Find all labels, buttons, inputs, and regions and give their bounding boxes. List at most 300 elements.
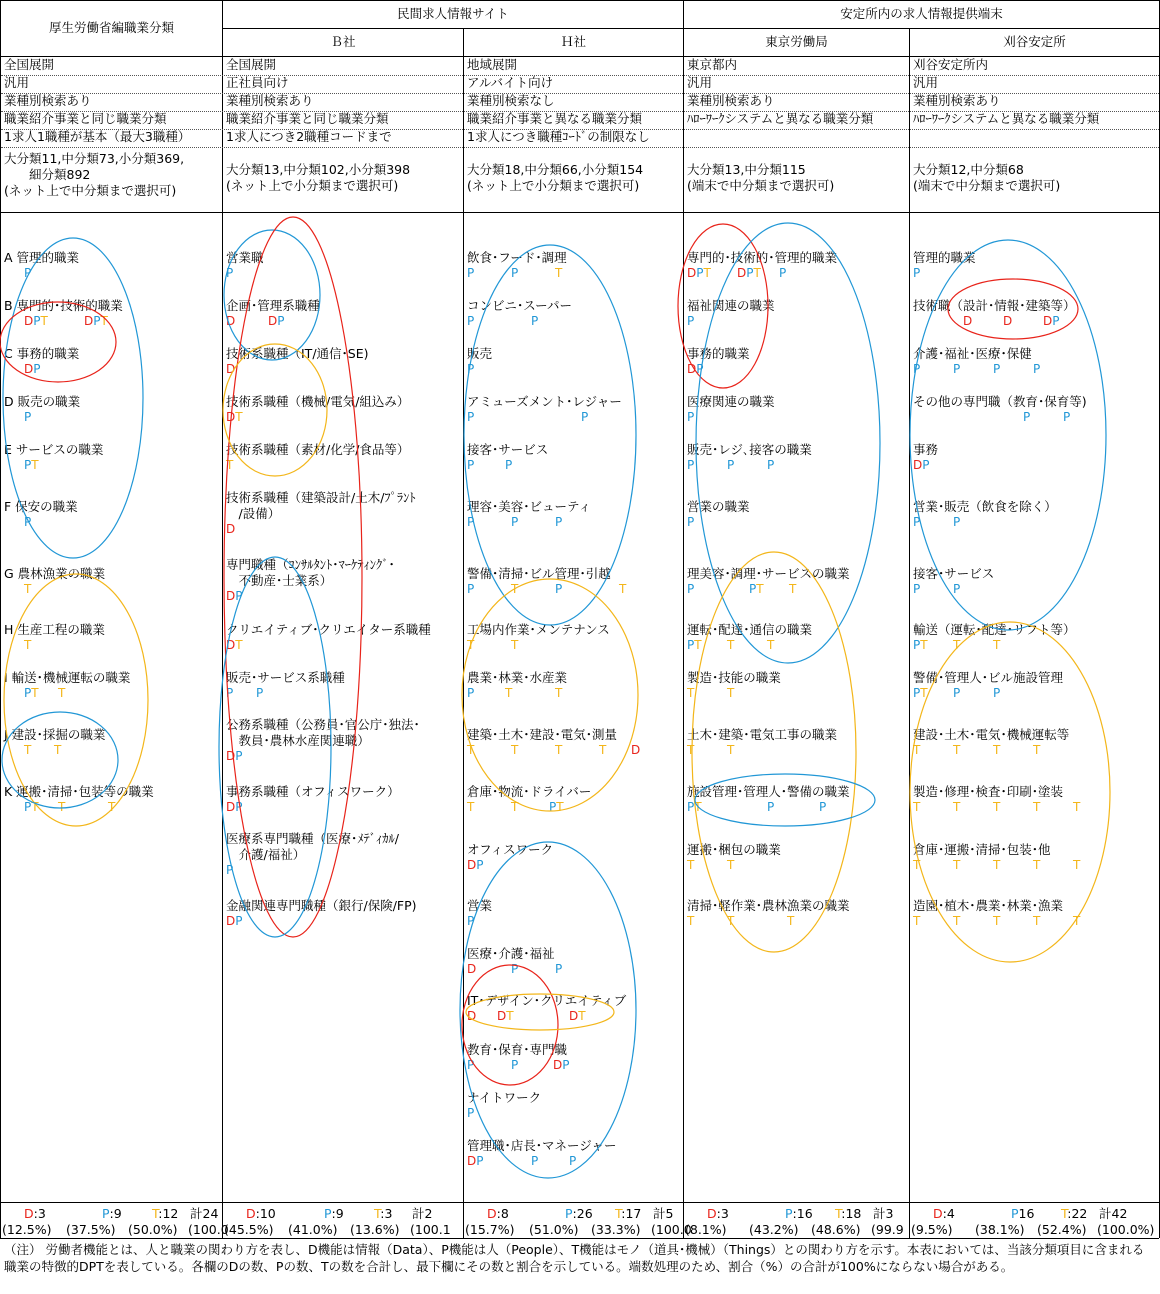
occupation-company-h-15: IT･デザイン･クリエイティブ — [467, 993, 627, 1008]
attr-industry-search-kariya: 業種別検索あり — [913, 93, 1001, 108]
dpt-code-tokyo-9-1: T — [687, 686, 695, 700]
occupation-kariya-2: 技術職（設計･情報･建築等） — [913, 298, 1076, 313]
occupation-tokyo-8: 運転･配達･通信の職業 — [687, 622, 813, 637]
dpt-code-company-h-16-1: P — [467, 1058, 475, 1072]
occupation-mhlw-2: B 専門的･技術的職業 — [4, 298, 123, 313]
dpt-code-company-h-5-2: P — [505, 458, 513, 472]
occupation-company-b-2: 企画･管理系職種 — [226, 298, 320, 313]
dpt-code-company-h-14-1: D — [467, 962, 477, 976]
dpt-code-company-h-2-1: P — [467, 314, 475, 328]
dpt-code-kariya-13-5: T — [1073, 914, 1081, 928]
dpt-code-tokyo-4-1: P — [687, 410, 695, 424]
dpt-code-kariya-11-4: T — [1033, 800, 1041, 814]
dpt-code-kariya-10-2: T — [953, 743, 961, 757]
classification-count-kariya: 大分類12,中分類68 — [913, 162, 1024, 177]
classification-count-mhlw: 大分類11,中分類73,小分類369, — [4, 151, 185, 166]
occupation-kariya-7: 接客･サービス — [913, 566, 995, 581]
total-pct-pd-kariya: (9.5%) — [911, 1222, 953, 1237]
header-kariya-office: 刈谷安定所 — [1003, 34, 1066, 49]
dpt-code-company-b-9-2: P — [256, 686, 264, 700]
dpt-code-company-h-7-2: T — [511, 582, 519, 596]
dpt-code-company-h-7-3: P — [555, 582, 563, 596]
total-t-mhlw: T:12 — [152, 1206, 179, 1221]
dpt-code-kariya-3-1: P — [913, 362, 921, 376]
occupation-company-b-13: 金融関連専門職種（銀行/保険/FP) — [226, 898, 417, 913]
attr-classification-basis-tokyo: ﾊﾛｰﾜｰｸシステムと異なる職業分類 — [687, 111, 874, 126]
total-k-mhlw: 計24 — [190, 1206, 219, 1221]
dpt-code-company-h-10-5: D — [631, 743, 641, 757]
occupation-company-b-5: 技術系職種（素材/化学/食品等） — [226, 442, 410, 457]
dpt-code-company-h-6-2: P — [511, 515, 519, 529]
attr-classification-basis-company-b: 職業紹介事業と同じ職業分類 — [226, 111, 389, 126]
footnote: （注） 労働者機能とは、人と職業の関わり方を表し、D機能は情報（Data）、P機能は人（People）、T機能はモノ（道具･機械）（Things）との関わり方を示す。本表においては、当該分類項目に含まれる職業の特徴的DPTを表している。各欄のDの数、Pの数、Tの数を合計し、最下欄にその数と割合を示している。端数処理のため、割合（%）の合計が100%にならない場合がある。 — [4, 1242, 1145, 1274]
attr-coverage-company-b: 全国展開 — [226, 57, 277, 72]
occupation-company-b-3: 技術系職種（IT/通信･SE) — [226, 346, 369, 361]
occupation-company-b-11: 事務系職種（オフィスワーク） — [226, 784, 400, 799]
occupation-company-h-1: 飲食･フード･調理 — [467, 250, 567, 265]
grouping-ellipse-11 — [460, 842, 636, 1178]
dpt-code-kariya-9-2: P — [953, 686, 961, 700]
attr-coverage-kariya: 刈谷安定所内 — [913, 57, 989, 72]
dpt-code-tokyo-1-3: P — [779, 266, 787, 280]
total-pct-pk-tokyo: (99.9 — [871, 1222, 904, 1237]
header-occupation-classification: 厚生労働省編職業分類 — [48, 20, 174, 35]
attr-target-mhlw: 汎用 — [4, 75, 30, 90]
dpt-code-kariya-2-1: D — [963, 314, 973, 328]
dpt-code-kariya-12-3: T — [993, 858, 1001, 872]
dpt-code-kariya-11-2: T — [953, 800, 961, 814]
total-k-tokyo: 計3 — [873, 1206, 894, 1221]
dpt-code-company-b-12-1: P — [226, 863, 234, 877]
dpt-code-company-h-10-2: T — [511, 743, 519, 757]
occupation-kariya-4: その他の専門職（教育･保育等) — [913, 394, 1087, 409]
attr-classification-basis-company-h: 職業紹介事業と異なる職業分類 — [467, 111, 643, 126]
dpt-code-company-b-2-1: D — [226, 314, 236, 328]
dpt-code-company-h-7-1: P — [467, 582, 475, 596]
dpt-code-mhlw-8-1: T — [24, 638, 32, 652]
occupation-company-h-17: ナイトワーク — [467, 1090, 542, 1105]
dpt-code-tokyo-8-1: PT — [687, 638, 702, 652]
dpt-code-company-h-16-3: DP — [553, 1058, 570, 1072]
dpt-code-kariya-1-1: P — [913, 266, 921, 280]
occupation-mhlw-10: J 建設･採掘の職業 — [4, 727, 106, 742]
dpt-code-company-h-10-4: T — [599, 743, 607, 757]
dpt-code-company-h-11-2: T — [511, 800, 519, 814]
dpt-code-tokyo-3-1: DP — [687, 362, 704, 376]
dpt-code-company-h-5-1: P — [467, 458, 475, 472]
dpt-code-kariya-3-2: P — [953, 362, 961, 376]
occupation-kariya-5: 事務 — [913, 442, 939, 457]
dpt-code-mhlw-7-1: T — [24, 582, 32, 596]
dpt-code-company-h-10-3: T — [555, 743, 563, 757]
dpt-code-tokyo-13-3: T — [787, 914, 795, 928]
occupation-company-b-6: 技術系職種（建築設計/土木/ﾌﾟﾗﾝﾄ — [226, 490, 416, 505]
occupation-company-b-8: クリエイティブ･クリエイター系職種 — [226, 622, 431, 637]
dpt-code-kariya-13-4: T — [1033, 914, 1041, 928]
total-pct-pk-company-b: (100.1 — [410, 1222, 451, 1237]
occupation-company-h-12: オフィスワーク — [467, 842, 554, 857]
occupation-tokyo-13: 清掃･軽作業･農林漁業の職業 — [687, 898, 850, 913]
total-pct-pt-company-h: (33.3%) — [591, 1222, 641, 1237]
attr-target-company-h: アルバイト向け — [467, 75, 554, 90]
occupation-company-h-11: 倉庫･物流･ドライバー — [467, 784, 592, 799]
dpt-code-mhlw-2-1: DPT — [24, 314, 48, 328]
attr-codes-per-listing-company-h: 1求人につき職種ｺｰﾄﾞの制限なし — [467, 129, 650, 144]
dpt-code-company-h-4-2: P — [581, 410, 589, 424]
dpt-code-kariya-10-1: T — [913, 743, 921, 757]
dpt-code-company-h-9-2: T — [505, 686, 513, 700]
attr-classification-basis-kariya: ﾊﾛｰﾜｰｸシステムと異なる職業分類 — [913, 111, 1100, 126]
dpt-code-kariya-13-2: T — [953, 914, 961, 928]
occupation-tokyo-11: 施設管理･管理人･警備の職業 — [687, 784, 850, 799]
dpt-code-tokyo-11-3: P — [819, 800, 827, 814]
grouping-ellipse-10 — [462, 579, 641, 811]
dpt-code-company-b-7-1: DP — [226, 589, 243, 603]
dpt-code-mhlw-5-1: PT — [24, 458, 39, 472]
dpt-code-kariya-12-2: T — [953, 858, 961, 872]
dpt-code-company-h-15-3: DT — [569, 1009, 586, 1023]
dpt-code-mhlw-2-2: DPT — [84, 314, 108, 328]
dpt-code-company-h-4-1: P — [467, 410, 475, 424]
occupation-mhlw-8: H 生産工程の職業 — [4, 622, 105, 637]
total-t-company-b: T:3 — [374, 1206, 393, 1221]
dpt-code-company-h-15-2: DT — [497, 1009, 514, 1023]
dpt-code-company-b-6-1: D — [226, 522, 236, 536]
total-p-kariya: P16 — [1011, 1206, 1035, 1221]
occupation-company-h-7: 警備･清掃･ビル管理･引越 — [467, 566, 611, 581]
occupation-kariya-8: 輸送（運転･配達･リフト等） — [913, 622, 1076, 637]
total-pct-pp-company-b: (41.0%) — [288, 1222, 338, 1237]
dpt-code-mhlw-10-1: T — [24, 743, 32, 757]
total-pct-pp-mhlw: (37.5%) — [66, 1222, 116, 1237]
dpt-code-company-h-8-2: T — [511, 638, 519, 652]
dpt-code-tokyo-11-2: P — [767, 800, 775, 814]
dpt-code-tokyo-13-1: T — [687, 914, 695, 928]
attr-industry-search-mhlw: 業種別検索あり — [4, 93, 92, 108]
dpt-code-company-b-10-1: DP — [226, 749, 243, 763]
dpt-code-company-h-2-2: P — [531, 314, 539, 328]
occupation-tokyo-12: 運搬･梱包の職業 — [687, 842, 781, 857]
dpt-code-tokyo-2-1: P — [687, 314, 695, 328]
dpt-code-tokyo-10-2: T — [727, 743, 735, 757]
occupation-tokyo-7: 理美容･調理･サービスの職業 — [687, 566, 850, 581]
dpt-code-tokyo-12-2: T — [727, 858, 735, 872]
dpt-code-kariya-11-5: T — [1073, 800, 1081, 814]
dpt-code-mhlw-11-1: PT — [24, 800, 39, 814]
dpt-code-company-h-13-1: P — [467, 914, 475, 928]
classification-count-company-b: (ネット上で小分類まで選択可) — [226, 178, 399, 193]
dpt-code-kariya-5-1: DP — [913, 458, 930, 472]
dpt-code-kariya-6-2: P — [953, 515, 961, 529]
total-d-tokyo: D:3 — [707, 1206, 729, 1221]
occupation-company-h-10: 建築･土木･建設･電気･測量 — [467, 727, 618, 742]
occupation-tokyo-3: 事務的職業 — [687, 346, 750, 361]
occupation-company-h-5: 接客･サービス — [467, 442, 549, 457]
dpt-code-company-h-18-2: P — [531, 1154, 539, 1168]
total-pct-pd-tokyo: (8.1%) — [685, 1222, 727, 1237]
dpt-code-tokyo-6-1: P — [687, 515, 695, 529]
dpt-code-company-h-6-1: P — [467, 515, 475, 529]
occupation-kariya-9: 警備･管理人･ビル施設管理 — [913, 670, 1064, 685]
occupation-mhlw-4: D 販売の職業 — [4, 394, 81, 409]
dpt-code-mhlw-9-1: PT — [24, 686, 39, 700]
dpt-code-kariya-7-1: P — [913, 582, 921, 596]
dpt-code-mhlw-10-2: T — [54, 743, 62, 757]
classification-count-tokyo: 大分類13,中分類115 — [687, 162, 806, 177]
occupation-company-b-7: 専門職種（ｺﾝｻﾙﾀﾝﾄ･ﾏｰｹﾃｨﾝｸﾞ･ — [226, 557, 395, 572]
attr-coverage-tokyo: 東京都内 — [687, 57, 738, 72]
dpt-code-company-h-12-1: DP — [467, 858, 484, 872]
occupation-company-h-14: 医療･介護･福祉 — [467, 946, 555, 961]
dpt-code-mhlw-11-3: T — [108, 800, 116, 814]
dpt-code-company-h-6-3: P — [555, 515, 563, 529]
occupation-tokyo-9: 製造･技能の職業 — [687, 670, 781, 685]
total-pct-pt-company-b: (13.6%) — [350, 1222, 400, 1237]
dpt-code-kariya-10-4: T — [1033, 743, 1041, 757]
dpt-code-tokyo-8-3: T — [767, 638, 775, 652]
dpt-code-kariya-12-5: T — [1073, 858, 1081, 872]
attr-target-kariya: 汎用 — [913, 75, 939, 90]
dpt-code-mhlw-4-1: P — [24, 410, 32, 424]
occupation-company-h-16: 教育･保育･専門職 — [467, 1042, 568, 1057]
dpt-code-company-h-1-3: T — [555, 266, 563, 280]
occupation-company-h-2: コンビニ･スーパー — [467, 298, 573, 313]
classification-count-kariya: (端末で中分類まで選択可) — [913, 178, 1061, 193]
occupation-mhlw-3: C 事務的職業 — [4, 346, 80, 361]
dpt-code-tokyo-9-2: T — [727, 686, 735, 700]
header-company-h: Ｈ社 — [560, 34, 586, 49]
dpt-code-company-b-11-1: DP — [226, 800, 243, 814]
header-private-job-sites: 民間求人情報サイト — [397, 6, 509, 21]
attr-codes-per-listing-mhlw: 1求人1職種が基本（最大3職種） — [4, 129, 191, 144]
attr-target-tokyo: 汎用 — [687, 75, 713, 90]
dpt-code-kariya-7-2: P — [953, 582, 961, 596]
header-company-b: Ｂ社 — [330, 34, 356, 49]
classification-count-tokyo: (端末で中分類まで選択可) — [687, 178, 835, 193]
total-pct-pt-tokyo: (48.6%) — [811, 1222, 861, 1237]
occupation-kariya-1: 管理的職業 — [913, 250, 976, 265]
occupation-company-h-4: アミューズメント･レジャー — [467, 394, 622, 409]
occupation-kariya-3: 介護･福祉･医療･保健 — [913, 346, 1032, 361]
dpt-code-tokyo-7-2: PT — [749, 582, 764, 596]
dpt-code-kariya-6-1: P — [913, 515, 921, 529]
dpt-code-company-h-14-2: P — [511, 962, 519, 976]
total-d-mhlw: D:3 — [24, 1206, 46, 1221]
total-d-kariya: D:4 — [933, 1206, 955, 1221]
occupation-company-b-7: 不動産･士業系） — [226, 573, 333, 588]
dpt-code-company-h-18-1: DP — [467, 1154, 484, 1168]
occupation-company-b-12: 介護/福祉） — [226, 847, 306, 862]
header-public-terminals: 安定所内の求人情報提供端末 — [840, 6, 1003, 21]
attr-classification-basis-mhlw: 職業紹介事業と同じ職業分類 — [4, 111, 167, 126]
dpt-code-kariya-10-3: T — [993, 743, 1001, 757]
dpt-code-company-b-5-1: T — [226, 458, 234, 472]
dpt-code-tokyo-11-1: PT — [687, 800, 702, 814]
dpt-code-kariya-9-3: P — [993, 686, 1001, 700]
dpt-code-company-b-13-1: DP — [226, 914, 243, 928]
dpt-code-company-h-1-2: P — [511, 266, 519, 280]
occupation-company-b-6: /設備） — [226, 506, 281, 521]
dpt-code-mhlw-1-1: P — [24, 266, 32, 280]
total-pct-pp-company-h: (51.0%) — [529, 1222, 579, 1237]
occupation-mhlw-6: F 保安の職業 — [4, 499, 78, 514]
dpt-code-kariya-8-1: PT — [913, 638, 928, 652]
dpt-code-company-b-8-1: DT — [226, 638, 243, 652]
total-pct-pk-kariya: (100.0%) — [1097, 1222, 1155, 1237]
occupation-tokyo-2: 福祉関連の職業 — [687, 298, 775, 313]
dpt-code-kariya-2-3: DP — [1043, 314, 1060, 328]
dpt-code-company-h-1-1: P — [467, 266, 475, 280]
occupation-mhlw-1: A 管理的職業 — [4, 250, 80, 265]
dpt-code-company-h-9-3: T — [555, 686, 563, 700]
dpt-code-kariya-12-4: T — [1033, 858, 1041, 872]
attr-target-company-b: 正社員向け — [226, 75, 289, 90]
dpt-code-company-h-16-2: P — [511, 1058, 519, 1072]
dpt-code-mhlw-11-2: T — [58, 800, 66, 814]
dpt-code-kariya-8-2: T — [953, 638, 961, 652]
dpt-code-kariya-2-2: D — [1003, 314, 1013, 328]
dpt-code-company-b-4-1: DT — [226, 410, 243, 424]
dpt-code-kariya-12-1: T — [913, 858, 921, 872]
dpt-code-kariya-13-3: T — [993, 914, 1001, 928]
total-p-company-h: P:26 — [565, 1206, 593, 1221]
occupation-company-h-3: 販売 — [467, 346, 493, 361]
dpt-code-tokyo-5-1: P — [687, 458, 695, 472]
dpt-code-company-h-14-3: P — [555, 962, 563, 976]
occupation-kariya-12: 倉庫･運搬･清掃･包装･他 — [913, 842, 1051, 857]
classification-count-company-b: 大分類13,中分類102,小分類398 — [226, 162, 411, 177]
occupation-mhlw-9: I 輸送･機械運転の職業 — [4, 670, 131, 685]
occupation-kariya-6: 営業･販売（飲食を除く） — [913, 499, 1057, 514]
occupation-company-b-9: 販売･サービス系職種 — [226, 670, 345, 685]
attr-coverage-mhlw: 全国展開 — [4, 57, 55, 72]
occupation-company-h-8: 工場内作業･メンテナンス — [467, 622, 610, 637]
total-t-tokyo: T:18 — [835, 1206, 862, 1221]
total-pct-pp-kariya: (38.1%) — [975, 1222, 1025, 1237]
occupation-mhlw-7: G 農林漁業の職業 — [4, 566, 106, 581]
dpt-code-mhlw-6-1: P — [24, 515, 32, 529]
grouping-ellipse-16 — [692, 552, 856, 952]
dpt-code-kariya-4-1: P — [1023, 410, 1031, 424]
dpt-code-company-h-11-1: T — [467, 800, 475, 814]
dpt-code-company-h-11-3: PT — [549, 800, 564, 814]
occupation-mhlw-11: K 運搬･清掃･包装等の職業 — [4, 784, 154, 799]
total-p-company-b: P:9 — [324, 1206, 344, 1221]
grouping-ellipse-17 — [695, 774, 875, 826]
total-k-company-b: 計2 — [412, 1206, 433, 1221]
dpt-code-mhlw-3-1: DP — [24, 362, 41, 376]
occupation-company-b-10: 教員･農林水産関連職） — [226, 733, 370, 748]
dpt-code-kariya-8-3: T — [993, 638, 1001, 652]
dpt-code-kariya-13-1: T — [913, 914, 921, 928]
total-pct-pt-mhlw: (50.0%) — [128, 1222, 178, 1237]
dpt-code-kariya-11-1: T — [913, 800, 921, 814]
occupation-tokyo-10: 土木･建築･電気工事の職業 — [687, 727, 838, 742]
occupation-tokyo-1: 専門的･技術的･管理的職業 — [687, 250, 838, 265]
dpt-code-kariya-3-4: P — [1033, 362, 1041, 376]
dpt-code-company-h-10-1: T — [467, 743, 475, 757]
total-k-company-h: 計5 — [653, 1206, 674, 1221]
dpt-code-mhlw-9-2: T — [58, 686, 66, 700]
dpt-code-company-b-3-1: D — [226, 362, 236, 376]
total-p-tokyo: P:16 — [785, 1206, 813, 1221]
classification-count-company-h: (ネット上で小分類まで選択可) — [467, 178, 640, 193]
attr-industry-search-tokyo: 業種別検索あり — [687, 93, 775, 108]
total-pct-pk-company-h: (100.0 — [651, 1222, 692, 1237]
total-t-kariya: T:22 — [1061, 1206, 1088, 1221]
dpt-code-tokyo-5-3: P — [767, 458, 775, 472]
attr-industry-search-company-b: 業種別検索あり — [226, 93, 314, 108]
total-pct-pk-mhlw: (100.0 — [188, 1222, 229, 1237]
classification-count-mhlw: (ネット上で中分類まで選択可) — [4, 183, 177, 198]
dpt-code-tokyo-12-1: T — [687, 858, 695, 872]
total-pct-pd-mhlw: (12.5%) — [2, 1222, 52, 1237]
dpt-code-company-h-8-1: T — [467, 638, 475, 652]
dpt-code-tokyo-7-1: P — [687, 582, 695, 596]
occupation-tokyo-5: 販売･レジ､接客の職業 — [687, 442, 812, 457]
occupation-kariya-10: 建設･土木･電気･機械運転等 — [913, 727, 1070, 742]
dpt-code-company-b-9-1: P — [226, 686, 234, 700]
total-pct-pt-kariya: (52.4%) — [1037, 1222, 1087, 1237]
occupation-kariya-13: 造園･植木･農業･林業･漁業 — [913, 898, 1064, 913]
attr-industry-search-company-h: 業種別検索なし — [467, 93, 555, 108]
header-tokyo-labour-bureau: 東京労働局 — [765, 34, 828, 49]
total-t-company-h: T:17 — [615, 1206, 642, 1221]
attr-coverage-company-h: 地域展開 — [467, 57, 518, 72]
occupation-company-b-12: 医療系専門職種（医療･ﾒﾃﾞｨｶﾙ/ — [226, 831, 399, 846]
dpt-code-company-h-3-1: P — [467, 362, 475, 376]
dpt-code-tokyo-10-1: T — [687, 743, 695, 757]
total-k-kariya: 計42 — [1099, 1206, 1128, 1221]
occupation-company-h-9: 農業･林業･水産業 — [467, 670, 568, 685]
dpt-code-tokyo-1-2: DPT — [737, 266, 761, 280]
dpt-code-company-b-2-2: DP — [268, 314, 285, 328]
dpt-code-company-h-7-4: T — [619, 582, 627, 596]
dpt-code-company-h-18-3: P — [569, 1154, 577, 1168]
occupation-company-h-6: 理容･美容･ビューティ — [467, 499, 592, 514]
total-pct-pd-company-b: (45.5%) — [224, 1222, 274, 1237]
occupation-company-b-1: 営業職 — [226, 250, 264, 265]
dpt-code-tokyo-13-2: T — [727, 914, 735, 928]
dpt-code-kariya-9-1: PT — [913, 686, 928, 700]
total-p-mhlw: P:9 — [102, 1206, 122, 1221]
occupation-kariya-11: 製造･修理･検査･印刷･塗装 — [913, 784, 1064, 799]
grouping-ellipse-12 — [462, 965, 558, 1085]
dpt-code-kariya-4-2: P — [1063, 410, 1071, 424]
dpt-code-kariya-3-3: P — [993, 362, 1001, 376]
occupation-mhlw-5: E サービスの職業 — [4, 442, 104, 457]
dpt-code-tokyo-1-1: DPT — [687, 266, 711, 280]
occupation-company-h-13: 営業 — [467, 898, 493, 913]
dpt-code-company-h-15-1: D — [467, 1009, 477, 1023]
classification-count-company-h: 大分類18,中分類66,小分類154 — [467, 162, 644, 177]
total-pct-pd-company-h: (15.7%) — [465, 1222, 515, 1237]
total-pct-pp-tokyo: (43.2%) — [749, 1222, 799, 1237]
dpt-code-tokyo-5-2: P — [727, 458, 735, 472]
occupation-company-b-10: 公務系職種（公務員･官公庁･独法･ — [226, 717, 420, 732]
dpt-code-company-h-9-1: P — [467, 686, 475, 700]
occupation-tokyo-4: 医療関連の職業 — [687, 394, 775, 409]
occupation-tokyo-6: 営業の職業 — [687, 499, 750, 514]
occupation-company-b-4: 技術系職種（機械/電気/組込み） — [226, 394, 410, 409]
dpt-code-company-b-1-1: P — [226, 266, 234, 280]
classification-count-mhlw: 細分類892 — [4, 167, 91, 182]
occupation-company-h-18: 管理職･店長･マネージャー — [467, 1138, 617, 1153]
dpt-code-tokyo-7-3: T — [789, 582, 797, 596]
total-d-company-b: D:10 — [246, 1206, 276, 1221]
attr-codes-per-listing-company-b: 1求人につき2職種コードまで — [226, 129, 392, 144]
dpt-code-company-h-17-1: P — [467, 1106, 475, 1120]
